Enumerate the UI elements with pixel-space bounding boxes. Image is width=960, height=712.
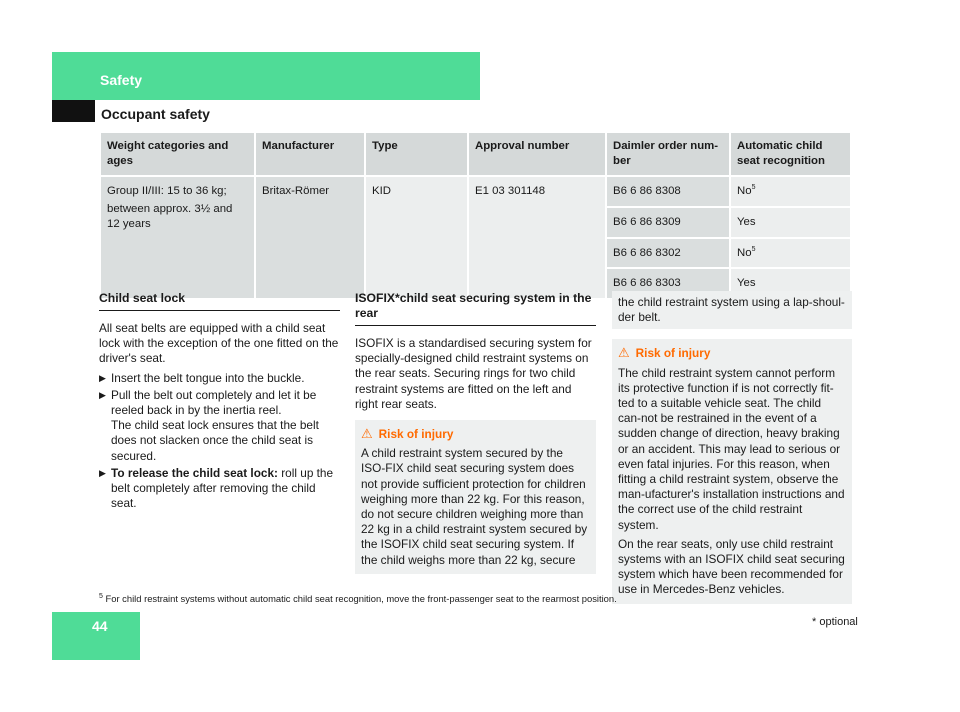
warning-title: Risk of injury — [378, 427, 454, 442]
approval-cell: E1 03 301148 — [469, 177, 605, 298]
recognition-value: No — [737, 185, 752, 197]
arrow-right-icon: ▶ — [99, 372, 106, 383]
weight-group: Group II/III: 15 to 36 kg; — [107, 185, 227, 197]
warning-title: Risk of injury — [635, 346, 711, 361]
instruction-step: ▶ To release the child seat lock: roll up the belt completely after removing the child seat. — [99, 465, 334, 511]
warning-text: The child restraint system cannot perform its protective function if is not correctly fit-ted to a suitable vehicle seat. The child can-not be restrained in the event of a sudden change of direction, heavy braking or an accident. This may lead to serious or even fatal injuries. For this reason, when fitting a child restraint system, observe the man-ufacturer's installation instructions and the correct use of the child restraint system. — [618, 365, 845, 532]
footnote-text: For child restraint systems without automatic child seat recognition, move the front-passenger seat to the rearmost position. — [105, 593, 617, 604]
section-marker — [52, 100, 95, 122]
recognition-cell — [731, 208, 850, 237]
recognition-cell — [731, 239, 850, 268]
order-number: B6 6 86 8302 — [607, 239, 729, 268]
page-number: 44 — [92, 618, 108, 634]
recognition-value: Yes — [737, 215, 756, 228]
child-seat-lock-heading: Child seat lock — [99, 291, 340, 311]
child-seat-lock-column — [99, 291, 340, 513]
recognition-value: Yes — [737, 277, 756, 290]
manufacturer-cell: Britax-Römer — [256, 177, 364, 298]
child-seat-table — [99, 131, 852, 300]
col-header-approval: Approval number — [469, 133, 605, 175]
warning-icon: ⚠ — [618, 345, 630, 361]
recognition-value: No — [737, 246, 752, 259]
order-number: B6 6 86 8309 — [607, 208, 729, 237]
col-header-order: Daimler order num-ber — [607, 133, 729, 175]
arrow-right-icon: ▶ — [99, 467, 106, 478]
warning-text: A child restraint system secured by the ISO-FIX child seat securing system does not provide sufficient protection for children weighing more than 22 kg. For this reason, do not secure children weighing more than 22 kg in a child restraint system secured by the ISOFIX child seat securing system. If the child weighs more than 22 kg, secure — [361, 446, 588, 567]
col-header-manufacturer: Manufacturer — [256, 133, 364, 175]
instruction-step: ▶ Pull the belt out completely and let it be reeled back in by the inertia reel. The child seat lock ensures that the belt does not slacken once the child seat is secured. — [99, 387, 319, 463]
table-row — [101, 177, 850, 206]
instruction-step: ▶ Insert the belt tongue into the buckle. — [99, 370, 305, 385]
col-header-recognition: Automatic child seat recognition — [731, 133, 850, 175]
recognition-cell — [731, 177, 850, 206]
warning-text: On the rear seats, only use child restraint systems with an ISOFIX child seat securing system which have been recommended for use in Mercedes-Benz vehicles. — [618, 536, 845, 597]
warning-column — [612, 291, 852, 604]
footnote-ref: 5 — [751, 184, 756, 192]
table-header-row — [101, 133, 850, 175]
section-title: Safety — [100, 72, 143, 88]
isofix-description: ISOFIX is a standardised securing system for specially-designed child restraint systems on the rear seats. Securing rings for two child restraint systems are fitted on the left and right rear seats. — [355, 336, 592, 411]
footnote-number: 5 — [99, 592, 103, 600]
footnote-ref: 5 — [751, 245, 756, 253]
order-number: B6 6 86 8308 — [607, 177, 729, 206]
arrow-right-icon: ▶ — [99, 389, 106, 400]
child-seat-lock-intro: All seat belts are equipped with a child seat lock with the exception of the one fitted on the driver's seat. — [99, 321, 339, 366]
optional-note: * optional — [812, 616, 858, 628]
order-number: B6 6 86 8303 — [607, 269, 729, 298]
warning-box — [612, 339, 852, 603]
col-header-weight: Weight categories and ages — [101, 133, 254, 175]
warning-box — [355, 420, 596, 574]
weight-cell — [101, 177, 254, 298]
page-subtitle: Occupant safety — [101, 106, 210, 122]
isofix-heading: ISOFIX*child seat securing system in the rear — [355, 291, 596, 326]
warning-icon: ⚠ — [361, 426, 373, 442]
col-header-type: Type — [366, 133, 467, 175]
weight-ages: between approx. 3½ and 12 years — [107, 202, 233, 230]
footnote — [99, 593, 617, 604]
warning-continued: the child restraint system using a lap-shoul-der belt. — [612, 291, 852, 329]
type-cell: KID — [366, 177, 467, 298]
page-number-box — [52, 612, 140, 660]
isofix-column — [355, 291, 596, 574]
header-band — [52, 52, 480, 100]
